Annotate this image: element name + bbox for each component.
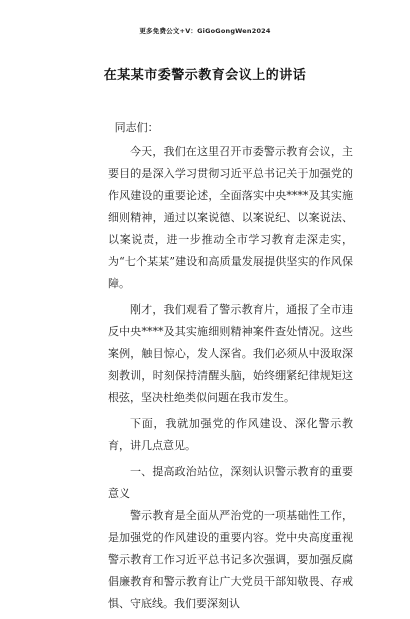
document-body [108,117,353,619]
paragraph-3: 下面，我就加强党的作风建设、深化警示教育，讲几点意见。 [108,417,353,452]
section-paragraph: 警示教育是全面从严治党的一项基础性工作，是加强党的作风建设的重要内容。党中央高度重视警示教育工作习近平总书记多次强调，要加强反腐倡廉教育和警示教育让广大党员干部知敬畏、存戒惧、守底线。我们要深刻认 [108,509,353,610]
paragraph-2: 刚才，我们观看了警示教育片，通报了全市违反中央****及其实施细则精神案件查处情况。这些案例，触目惊心，发人深省。我们必须从中汲取深刻教训，时刻保持清醒头脑，始终绷紧纪律规矩这根弦，坚决杜绝类似问题在我市发生。 [108,303,353,404]
section-heading: 一、提高政治站位，深刻认识警示教育的重要意义 [108,465,353,500]
header-note: 更多免费公文+V：GiGoGongWen2024 [139,27,271,35]
document-title: 在某某市委警示教育会议上的讲话 [103,68,307,83]
greeting: 同志们： [114,121,159,134]
paragraph-1: 今天，我们在这里召开市委警示教育会议，主要目的是深入学习贯彻习近平总书记关于加强党的作风建设的重要论述，全面落实中央****及其实施细则精神，通过以案说德、以案说纪、以案说法、以案说责，进一步推动全市学习教育走深走实，为“七个某某”建设和高质量发展提供坚实的作风保障。 [108,145,353,290]
